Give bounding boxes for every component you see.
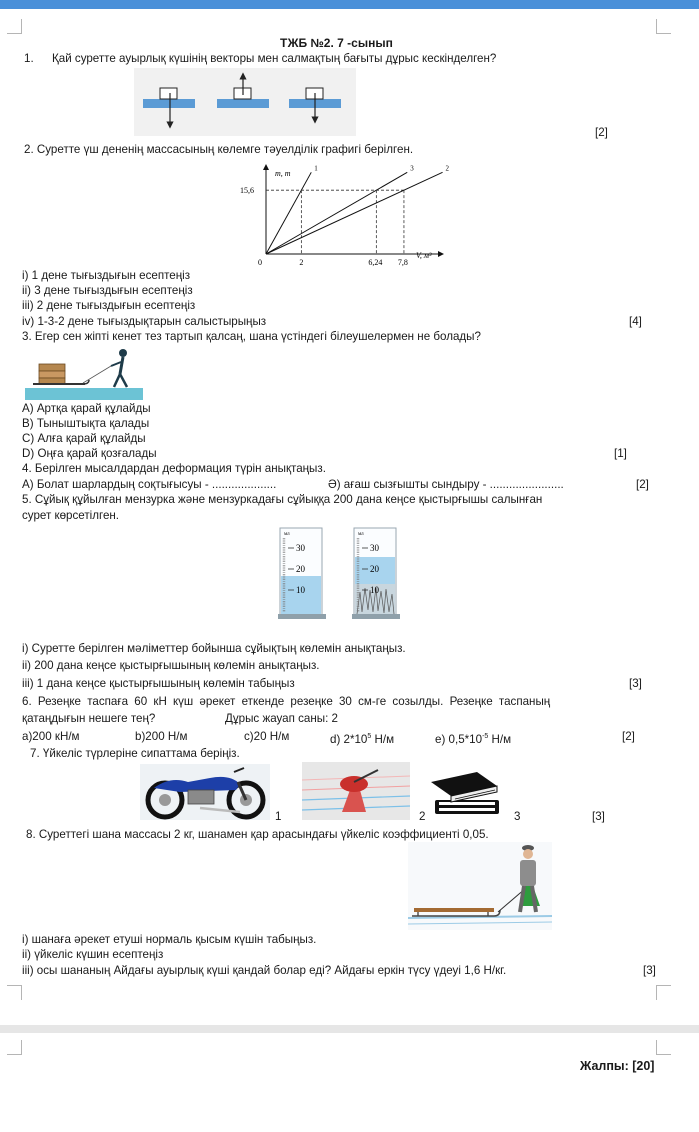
q5-text-line2: сурет көрсетілген. [22,509,120,522]
q6-points: [2] [622,730,635,743]
q6-option-e-exp: -5 [482,733,489,740]
q6-option-d-exp: 5 [367,733,372,740]
q2-text: 2. Суретте үш дененің массасының көлемге тәуелділік графигі берілген. [24,143,414,156]
chart-series-label: 2 [445,164,450,173]
q7-label-2: 2 [419,810,426,823]
q3-text: 3. Егер сен жіпті кенет тез тартып қалсаң, шана үстіндегі білеушелермен не болады? [22,330,481,343]
q8-points: [3] [643,964,656,977]
q7-text: 7. Үйкеліс түрлеріне сипаттама беріңіз. [30,747,240,760]
q2-points: [4] [629,315,642,328]
q6-text-line1: 6. Резеңке таспаға 60 кН күш әрекет еткенде резеңке 30 см-ге созылды. Резеңке таспаның [22,695,551,708]
q6-option-c: c)20 Н/м [244,730,290,743]
q6-option-e [435,730,511,747]
q7-label-1: 1 [275,810,282,823]
q2-item-1: i) 1 дене тығыздығын есептеңіз [22,269,191,282]
q3-option-b: B) Тыныштықта қалады [22,417,150,430]
chart-y-arrow [263,164,269,170]
q5-item-2: ii) 200 дана кеңсе қыстырғышының көлемін анықтаңыз. [22,659,320,672]
q6-option-e-unit: Н/м [488,732,512,746]
chart-xlabel: V, м³ [416,251,432,260]
q8-sled-figure [408,842,552,930]
q8-text: 8. Суреттегі шана массасы 2 кг, шанамен қар арасындағы үйкеліс коэффициенті 0,05. [26,828,489,841]
top-accent-bar [0,0,699,9]
q3-option-c: C) Алға қарай құлайды [22,432,146,445]
q2-item-2: ii) 3 дене тығыздығын есептеңіз [22,284,193,297]
q1-option-c [289,88,341,120]
q6-text-line2b: Дұрыс жауап саны: 2 [225,712,339,725]
q4-text: 4. Берілген мысалдардан деформация түрін анықтаңыз. [22,462,326,475]
corner-mark-bottom-right [656,985,671,1000]
total-score: Жалпы: [20] [580,1059,655,1073]
q5-points: [3] [629,677,642,690]
q3-sled-figure [25,346,143,400]
q7-motorcycle-figure [140,764,270,820]
page-separator [0,1025,699,1033]
corner-mark-top-left [7,19,22,34]
chart-xtick-label: 7,8 [397,258,408,267]
q1-text: Қай суретте ауырлық күшінің векторы мен салмақтың бағыты дұрыс кескінделген? [52,52,497,65]
q7-label-3: 3 [514,810,521,823]
q5-beaker-right [352,524,400,620]
q6-option-b: b)200 Н/м [135,730,188,743]
chart-x-arrow [438,251,444,257]
q8-item-3: iii) осы шананың Айдағы ауырлық күші қандай болар еді? Айдағы еркін түсу үдеуі 1,6 Н/кг. [22,964,507,977]
q2-chart [230,162,450,272]
q1-option-a [143,88,195,125]
q4-points: [2] [636,478,649,491]
q6-option-a: a)200 кН/м [22,730,80,743]
page-title: ТЖБ №2. 7 -сынып [280,36,393,50]
chart-series-line [266,172,407,254]
q5-mark-10-right: 10 [370,585,379,595]
q6-text-line2a: қатаңдығын нешеге тең? [22,712,156,725]
q7-points: [3] [592,810,605,823]
q7-rolling-figure [302,762,410,820]
q5-item-3: iii) 1 дана кеңсе қыстырғышының көлемін табыңыз [22,677,295,690]
q7-books-figure [425,768,507,820]
q3-option-a: A) Артқа қарай құлайды [22,402,151,415]
q1-option-b [217,76,269,108]
chart-xtick-label: 6,24 [368,258,383,267]
corner-mark-page2-left [7,1040,22,1055]
q5-mark-10-left: 10 [296,585,305,595]
q1-figure [134,68,356,136]
chart-ytick-label: 15,6 [240,186,254,196]
chart-xtick-label: 2 [299,258,304,267]
q5-mark-20-right: 20 [370,564,379,574]
q6-option-d-base: d) 2*10 [330,732,368,746]
chart-series-label: 3 [410,164,414,173]
q4-example-b: Ә) ағаш сызғышты сындыру - ....................... [328,478,564,491]
q5-text-line1: 5. Сұйық құйылған мензурка және мензуркадағы сұйыққа 200 дана кеңсе қыстырғышы салынған [22,493,543,506]
q5-mark-30-left: 30 [296,543,305,553]
q2-item-3: iii) 2 дене тығыздығын есептеңіз [22,299,196,312]
chart-series-line [266,172,443,254]
q5-item-1: i) Суретте берілген мәліметтер бойынша сұйықтың көлемін анықтаңыз. [22,642,406,655]
corner-mark-bottom-left [7,985,22,1000]
chart-series-line [266,172,311,254]
q5-mark-30-right: 30 [370,543,379,553]
chart-ylabel: m, т [275,169,291,178]
q1-number: 1. [24,52,34,65]
q2-item-4: iv) 1-3-2 дене тығыздықтарын салыстырыңыз [22,315,267,328]
q8-item-2: ii) үйкеліс күшин есептеңіз [22,948,164,961]
chart-origin-label: 0 [258,258,262,267]
q4-example-a: А) Болат шарлардың соқтығысуы - .................... [22,478,277,491]
q6-option-d [330,730,394,747]
q3-option-d: D) Оңға қарай қозғалады [22,447,157,460]
q6-option-d-unit: Н/м [371,732,395,746]
q1-points: [2] [595,126,608,139]
q5-scale-unit-left: мл [284,532,290,537]
q5-scale-unit-right: мл [358,532,364,537]
q5-mark-20-left: 20 [296,564,305,574]
corner-mark-top-right [656,19,671,34]
corner-mark-page2-right [656,1040,671,1055]
q6-option-e-base: e) 0,5*10 [435,732,483,746]
q5-beaker-left [278,524,326,620]
chart-series-label: 1 [314,164,318,173]
q8-item-1: i) шанаға әрекет етуші нормаль қысым күшін табыңыз. [22,933,317,946]
q3-points: [1] [614,447,627,460]
